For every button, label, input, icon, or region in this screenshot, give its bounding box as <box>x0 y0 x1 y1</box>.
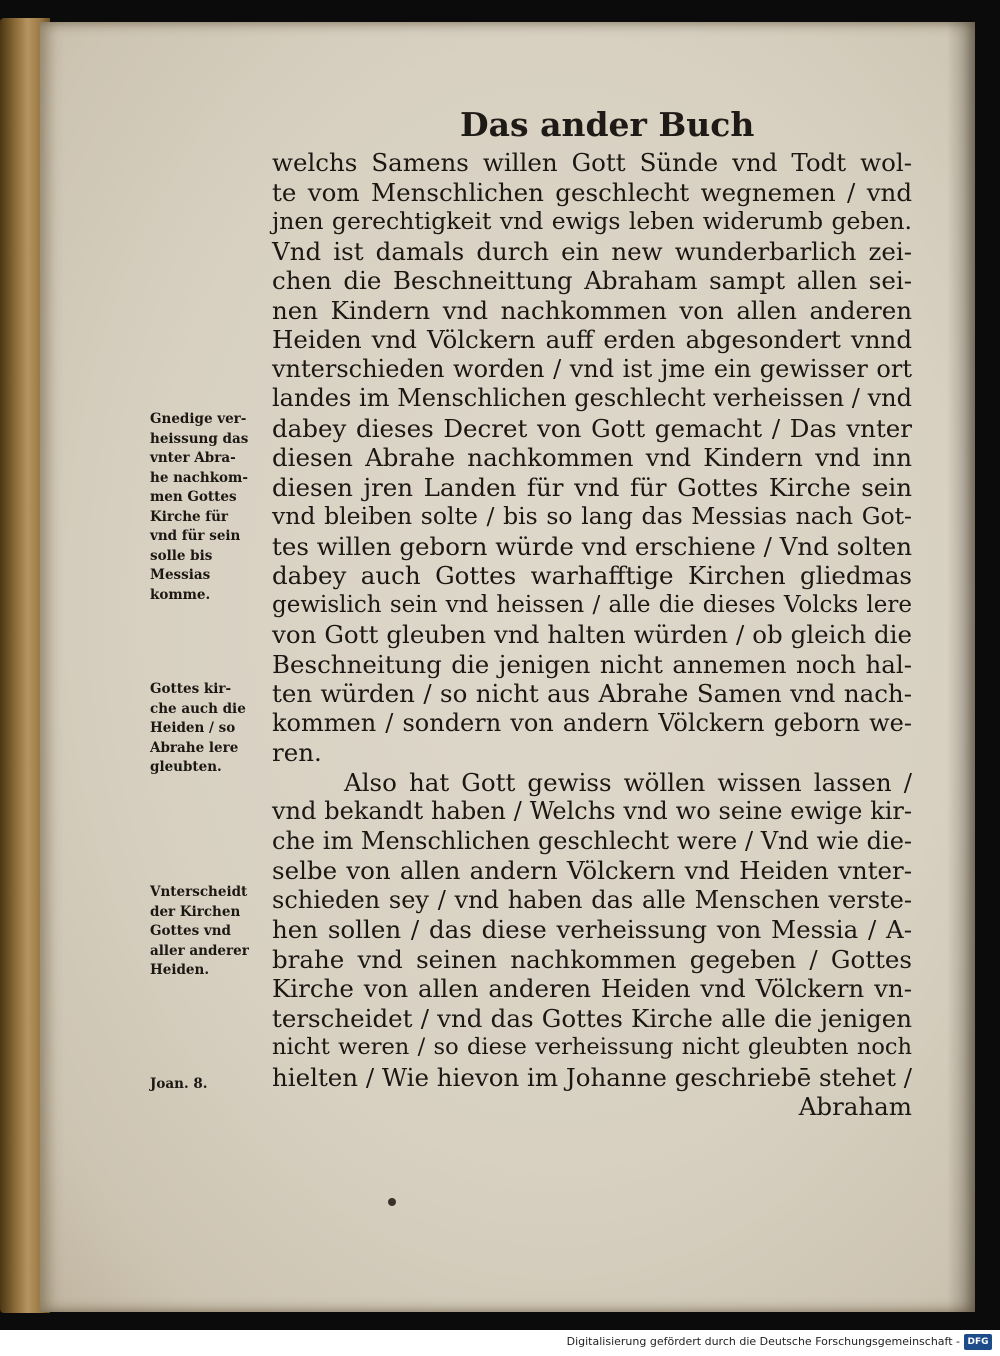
margin-note <box>150 883 268 981</box>
text-line: vnterschieden worden / vnd ist jme ein gewisser ort <box>272 354 912 383</box>
text-line: dabey auch Gottes warhafftige Kirchen gliedmas <box>272 561 912 590</box>
text-line: nicht weren / so diese verheissung nicht gleubten noch <box>272 1034 912 1060</box>
margin-note-line: Kirche für <box>150 508 229 525</box>
text-line: von Gott gleuben vnd halten würden / ob gleich die <box>272 620 912 649</box>
margin-note-line: Vnterscheidt <box>150 884 248 900</box>
text-line: selbe von allen andern Völckern vnd Heiden vnter- <box>272 856 912 885</box>
dfg-logo[interactable]: DFG <box>964 1334 992 1350</box>
text-line: Vnd ist damals durch ein new wunderbarlich zei- <box>272 236 912 266</box>
footer-bar <box>0 1330 1000 1356</box>
margin-note <box>150 1075 268 1095</box>
text-line: tes willen geborn würde vnd erschiene / Vnd solten <box>272 531 912 561</box>
margin-note <box>150 410 268 605</box>
margin-note-line: Gnedige ver- <box>150 411 247 427</box>
margin-note-line: Messias <box>150 567 211 583</box>
margin-note-line: Gottes kir- <box>150 681 232 697</box>
margin-note-line: che auch die <box>150 700 246 717</box>
margin-note-line: komme. <box>150 586 211 603</box>
margin-note-line: vnter Abra- <box>150 450 236 466</box>
margin-note-line: Gottes vnd <box>150 923 231 939</box>
text-line: diesen Abrahe nachkommen vnd Kindern vnd inn <box>272 443 912 472</box>
text-line: welchs Samens willen Gott Sünde vnd Todt wol- <box>272 148 912 177</box>
ornament-dot <box>388 1198 396 1206</box>
text-line: jnen gerechtigkeit vnd ewigs leben widerumb geben. <box>272 207 912 235</box>
running-head: Das ander Buch <box>460 105 755 144</box>
text-line: nen Kindern vnd nachkommen von allen anderen <box>272 295 912 325</box>
text-line: dabey dieses Decret von Gott gemacht / Das vnter <box>272 413 912 443</box>
text-line: hen sollen / das diese verheissung von Messia / A- <box>272 915 912 944</box>
text-line: hielten / Wie hievon im Johanne geschriebē stehet / <box>272 1062 913 1092</box>
text-line: schieden sey / vnd haben das alle Menschen verste- <box>272 885 912 914</box>
text-line: diesen jren Landen für vnd für Gottes Kirche sein <box>272 472 912 502</box>
margin-note-line: he nachkom- <box>150 469 248 486</box>
margin-note-line: der Kirchen <box>150 903 241 920</box>
text-line: landes im Menschlichen geschlecht verheissen / vnd <box>272 384 912 412</box>
text-line: te vom Menschlichen geschlecht wegnemen / vnd <box>272 177 912 207</box>
footer-credit: Digitalisierung gefördert durch die Deutsche Forschungsgemeinschaft - <box>566 1335 960 1348</box>
margin-note-line: Heiden / so <box>150 720 236 736</box>
margin-note <box>150 680 268 778</box>
text-line: vnd bekandt haben / Welchs vnd wo seine ewige kir- <box>272 797 912 825</box>
text-line: Heiden vnd Völckern auff erden abgesondert vnnd <box>272 325 912 354</box>
text-line: vnd bleiben solte / bis so lang das Messias nach Got- <box>272 502 912 530</box>
text-line: terscheidet / vnd das Gottes Kirche alle die jenigen <box>272 1003 912 1033</box>
margin-note-line: vnd für sein <box>150 528 241 544</box>
text-line: kommen / sondern von andern Völckern geborn we- <box>272 708 912 737</box>
margin-note-line: aller anderer <box>150 942 249 959</box>
margin-note-line: Joan. 8. <box>150 1076 208 1092</box>
text-line: chen die Beschneittung Abraham sampt allen sei- <box>272 266 912 295</box>
text-line: che im Menschlichen geschlecht were / Vnd wie die- <box>272 826 912 855</box>
text-line: ten würden / so nicht aus Abrahe Samen vnd nach- <box>272 679 912 708</box>
margin-note-line: gleubten. <box>150 759 222 775</box>
margin-note-line: heissung das <box>150 430 249 447</box>
margin-note-line: men Gottes <box>150 489 237 505</box>
text-line: gewislich sein vnd heissen / alle die dieses Volcks lere <box>272 591 912 618</box>
margin-note-line: Abrahe lere <box>150 739 239 756</box>
text-line: ren. <box>272 738 322 767</box>
text-line: brahe vnd seinen nachkommen gegeben / Gottes <box>272 944 912 974</box>
text-line: Kirche von allen anderen Heiden vnd Völckern vn- <box>272 974 912 1003</box>
text-line: Also hat Gott gewiss wöllen wissen lassen / <box>344 767 912 797</box>
margin-note-line: solle bis <box>150 547 213 564</box>
text-line: Beschneitung die jenigen nicht annemen noch hal- <box>272 649 912 679</box>
body-text <box>272 148 912 1122</box>
catchword: Abraham <box>798 1092 912 1121</box>
margin-note-line: Heiden. <box>150 962 210 978</box>
